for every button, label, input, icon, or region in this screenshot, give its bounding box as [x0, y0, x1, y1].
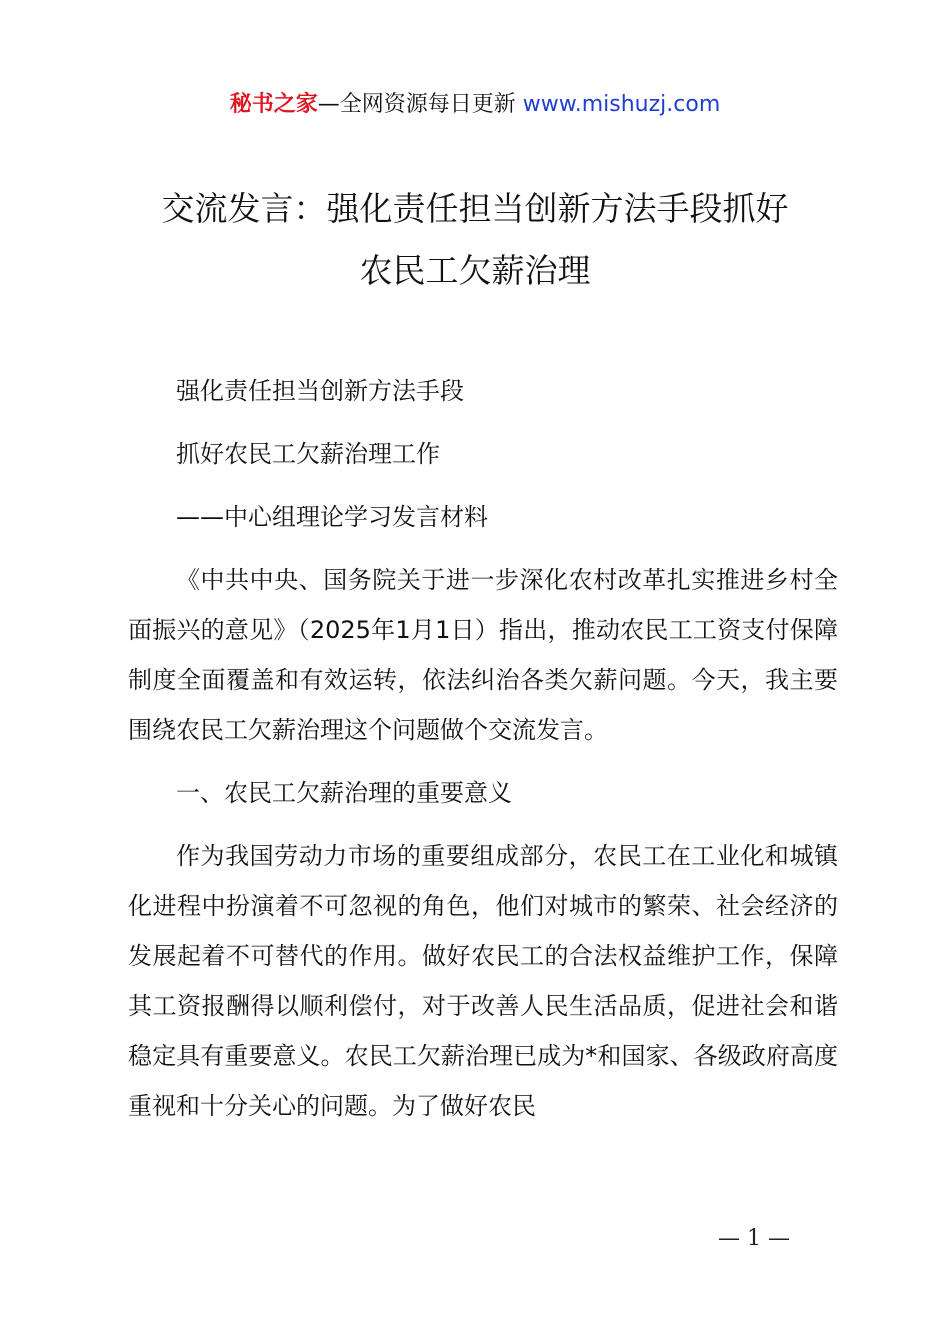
subtitle-line-3: ——中心组理论学习发言材料 [176, 503, 488, 531]
site-link[interactable]: www.mishuzj.com [522, 92, 721, 117]
brand-name: 秘书之家 [229, 92, 318, 117]
paragraph-significance: 作为我国劳动力市场的重要组成部分，农民工在工业化和城镇化进程中扮演着不可忽视的角色，他们对城市的繁荣、社会经济的发展起着不可替代的作用。做好农民工的合法权益维护工作，保障其工资报酬得以顺利偿付，对于改善人民生活品质，促进社会和谐稳定具有重要意义。农民工欠薪治理已成为*和国家、各级政府高度重视和十分关心的问题。为了做好农民 [128, 842, 838, 1120]
document-body [128, 366, 838, 1144]
document-title [100, 178, 850, 302]
section-heading-1: 一、农民工欠薪治理的重要意义 [176, 779, 512, 807]
header-tagline: —全网资源每日更新 [317, 92, 516, 117]
title-line-1: 交流发言：强化责任担当创新方法手段抓好 [161, 189, 789, 228]
paragraph-intro: 《中共中央、国务院关于进一步深化农村改革扎实推进乡村全面振兴的意见》（2025年1月1日）指出，推动农民工工资支付保障制度全面覆盖和有效运转，依法纠治各类欠薪问题。今天，我主要围绕农民工欠薪治理这个问题做个交流发言。 [128, 566, 838, 744]
subtitle-line-2: 抓好农民工欠薪治理工作 [176, 440, 440, 468]
title-line-2: 农民工欠薪治理 [359, 251, 591, 290]
site-header [0, 88, 950, 122]
subtitle-line-1: 强化责任担当创新方法手段 [176, 377, 464, 405]
page-number: — 1 — [718, 1226, 790, 1251]
